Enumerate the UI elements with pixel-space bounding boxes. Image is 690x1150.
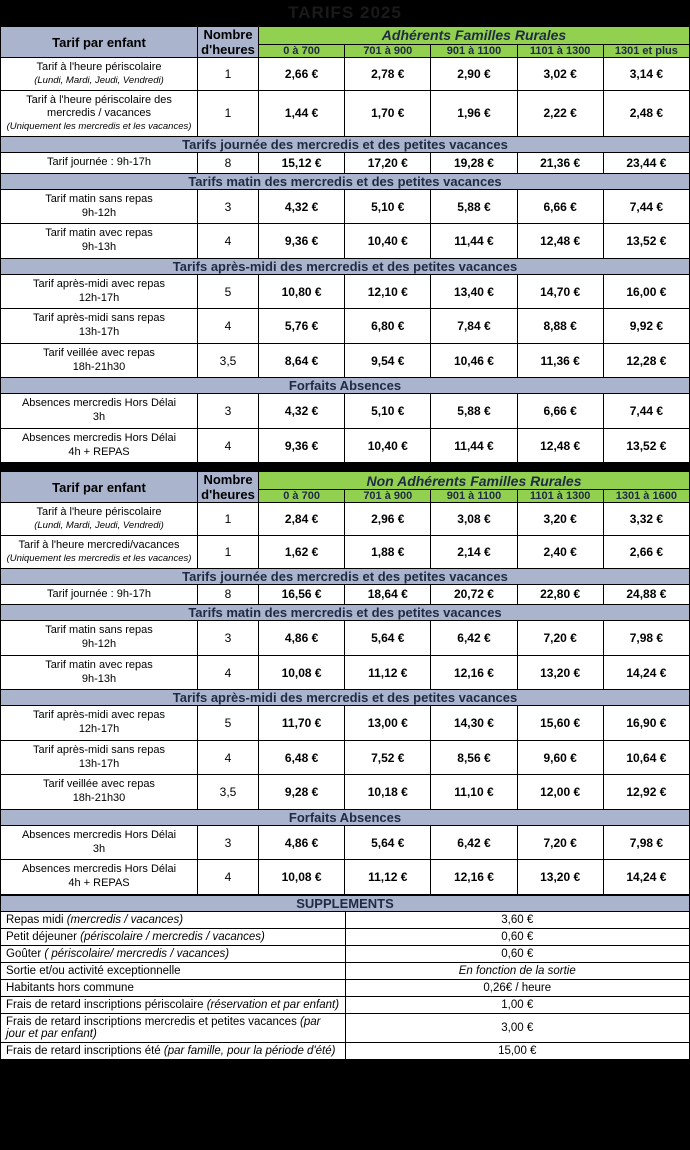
- row-value: 10,40 €: [345, 428, 431, 463]
- supplement-label-main: Petit déjeuner: [6, 930, 81, 943]
- row-label-sub: 9h-12h: [81, 638, 117, 650]
- table-row: [1, 309, 690, 344]
- row-label-main: Tarif matin sans repas: [45, 192, 153, 205]
- row-value: 10,08 €: [259, 860, 345, 895]
- section-title: Tarifs matin des mercredis et des petites vacances: [1, 173, 690, 189]
- row-value: 7,44 €: [603, 189, 689, 224]
- section-header: [1, 378, 690, 394]
- row-value: 10,46 €: [431, 343, 517, 378]
- table-row: [1, 1013, 690, 1042]
- row-value: 12,92 €: [603, 775, 689, 810]
- row-hours: 4: [198, 740, 259, 775]
- row-label-main: Tarif matin avec repas: [45, 227, 153, 240]
- supplement-label-main: Sortie et/ou activité exceptionnelle: [6, 964, 181, 977]
- row-hours: 4: [198, 309, 259, 344]
- row-hours: 3: [198, 621, 259, 656]
- table-row: [1, 825, 690, 860]
- row-value: 1,44 €: [259, 90, 345, 136]
- column-header-hours: [198, 472, 259, 503]
- row-value: 6,80 €: [345, 309, 431, 344]
- table-row: [1, 1042, 690, 1059]
- section-title: Tarifs après-midi des mercredis et des petites vacances: [1, 690, 690, 706]
- row-label: [1, 655, 198, 690]
- row-hours: 1: [198, 503, 259, 536]
- table-row: [1, 996, 690, 1013]
- row-value: 3,02 €: [517, 58, 603, 91]
- row-value: 1,70 €: [345, 90, 431, 136]
- row-label-main: Tarif après-midi sans repas: [32, 312, 166, 325]
- bracket-header: 1301 à 1600: [603, 489, 689, 502]
- row-value: 11,44 €: [431, 224, 517, 259]
- hours-header-line1: Nombre: [203, 472, 253, 488]
- section-header: [1, 809, 690, 825]
- row-value: 8,88 €: [517, 309, 603, 344]
- row-label-main: Tarif à l'heure mercredi/vacances: [18, 538, 180, 551]
- row-value: 22,80 €: [517, 584, 603, 605]
- bracket-header: 701 à 900: [345, 489, 431, 502]
- row-label-main: Tarif après-midi avec repas: [32, 709, 166, 722]
- adherents-header-row: [1, 27, 690, 45]
- row-label-sub: 13h-17h: [78, 326, 120, 338]
- row-value: 11,12 €: [345, 860, 431, 895]
- row-label-main: Tarif après-midi avec repas: [32, 277, 166, 290]
- row-label-main: Tarif à l'heure périscolaire des mercredis / vacances: [26, 93, 172, 120]
- row-value: 13,20 €: [517, 860, 603, 895]
- bracket-header: 1301 et plus: [603, 44, 689, 57]
- row-value: 3,20 €: [517, 503, 603, 536]
- row-value: 5,64 €: [345, 621, 431, 656]
- row-label-sub: 4h + REPAS: [68, 445, 130, 458]
- supplement-label: [1, 928, 346, 945]
- row-value: 11,10 €: [431, 775, 517, 810]
- row-label: [1, 775, 198, 810]
- row-value: 13,20 €: [517, 655, 603, 690]
- row-value: 15,12 €: [259, 153, 345, 174]
- row-value: 2,66 €: [259, 58, 345, 91]
- supplement-value: 1,00 €: [345, 996, 690, 1013]
- supplement-label: [1, 911, 346, 928]
- section-title: Tarifs matin des mercredis et des petites vacances: [1, 605, 690, 621]
- row-label-sub: 9h-13h: [81, 672, 117, 685]
- row-label-sub: 18h-21h30: [72, 792, 126, 804]
- section-header: [1, 690, 690, 706]
- supplement-value: 0,26€ / heure: [345, 979, 690, 996]
- row-value: 11,12 €: [345, 655, 431, 690]
- row-value: 9,36 €: [259, 428, 345, 463]
- row-hours: 4: [198, 655, 259, 690]
- row-label-sub: 13h-17h: [78, 757, 120, 770]
- section-header: [1, 137, 690, 153]
- row-hours: 1: [198, 535, 259, 568]
- row-value: 5,88 €: [431, 189, 517, 224]
- row-hours: 1: [198, 58, 259, 91]
- row-value: 23,44 €: [603, 153, 689, 174]
- row-label-main: Tarif veillée avec repas: [43, 778, 155, 791]
- row-value: 5,64 €: [345, 825, 431, 860]
- column-header-label: Tarif par enfant: [1, 472, 198, 503]
- table-row: [1, 503, 690, 536]
- supplement-label-note: (périscolaire / mercredis / vacances): [80, 930, 265, 943]
- row-hours: 3: [198, 189, 259, 224]
- row-value: 7,98 €: [603, 825, 689, 860]
- row-value: 9,60 €: [517, 740, 603, 775]
- row-value: 3,14 €: [603, 58, 689, 91]
- column-header-hours: [198, 27, 259, 58]
- row-label-main: Absences mercredis Hors Délai: [21, 828, 177, 841]
- row-label-sub: 3h: [92, 842, 106, 855]
- table-row: [1, 621, 690, 656]
- row-value: 11,44 €: [431, 428, 517, 463]
- row-value: 1,88 €: [345, 535, 431, 568]
- supplement-label-main: Frais de retard inscriptions été: [6, 1044, 164, 1057]
- section-header: [1, 605, 690, 621]
- table-row: [1, 979, 690, 996]
- row-label-sub: (Uniquement les mercredis et les vacances): [6, 552, 192, 564]
- table-row: [1, 153, 690, 174]
- bracket-header: 1101 à 1300: [517, 44, 603, 57]
- table-row: [1, 740, 690, 775]
- row-value: 6,66 €: [517, 189, 603, 224]
- row-value: 10,40 €: [345, 224, 431, 259]
- row-label: [1, 90, 198, 136]
- bracket-header: 0 à 700: [259, 489, 345, 502]
- row-value: 6,42 €: [431, 621, 517, 656]
- supplement-label-main: Goûter: [6, 947, 45, 960]
- row-value: 2,14 €: [431, 535, 517, 568]
- adherents-table: [0, 26, 690, 463]
- row-value: 3,32 €: [603, 503, 689, 536]
- supplement-value: 0,60 €: [345, 928, 690, 945]
- row-value: 2,96 €: [345, 503, 431, 536]
- non-adherents-table: [0, 471, 690, 895]
- supplement-label-note: ( périscolaire/ mercredis / vacances): [44, 947, 230, 960]
- row-value: 7,44 €: [603, 394, 689, 429]
- supplement-label: [1, 962, 346, 979]
- row-label: [1, 535, 198, 568]
- row-label: [1, 309, 198, 344]
- row-value: 2,90 €: [431, 58, 517, 91]
- row-label-main: Tarif journée : 9h-17h: [47, 156, 151, 168]
- row-label: [1, 153, 198, 174]
- bracket-header: 901 à 1100: [431, 44, 517, 57]
- row-value: 2,40 €: [517, 535, 603, 568]
- row-label-main: Tarif matin avec repas: [45, 658, 153, 671]
- row-value: 12,48 €: [517, 428, 603, 463]
- row-value: 10,64 €: [603, 740, 689, 775]
- supplements-title: SUPPLEMENTS: [1, 895, 690, 911]
- row-value: 7,20 €: [517, 825, 603, 860]
- row-value: 9,92 €: [603, 309, 689, 344]
- table-row: [1, 860, 690, 895]
- supplement-label-main: Frais de retard inscriptions périscolaire: [6, 998, 207, 1011]
- row-value: 14,30 €: [431, 706, 517, 741]
- row-value: 6,48 €: [259, 740, 345, 775]
- row-value: 15,60 €: [517, 706, 603, 741]
- row-label-sub: 18h-21h30: [72, 360, 126, 373]
- row-label: [1, 584, 198, 605]
- supplement-label: [1, 1013, 346, 1042]
- bracket-header: 901 à 1100: [431, 489, 517, 502]
- row-hours: 4: [198, 860, 259, 895]
- row-value: 5,10 €: [345, 189, 431, 224]
- row-value: 1,96 €: [431, 90, 517, 136]
- supplement-value: 15,00 €: [345, 1042, 690, 1059]
- row-value: 13,00 €: [345, 706, 431, 741]
- row-value: 14,70 €: [517, 274, 603, 309]
- supplement-label: [1, 1042, 346, 1059]
- row-value: 7,84 €: [431, 309, 517, 344]
- row-label: [1, 394, 198, 429]
- row-value: 13,52 €: [603, 428, 689, 463]
- row-value: 5,88 €: [431, 394, 517, 429]
- row-hours: 5: [198, 706, 259, 741]
- row-hours: 3,5: [198, 775, 259, 810]
- row-value: 12,16 €: [431, 655, 517, 690]
- supplement-label: [1, 979, 346, 996]
- bracket-header: 701 à 900: [345, 44, 431, 57]
- row-hours: 8: [198, 584, 259, 605]
- row-value: 10,18 €: [345, 775, 431, 810]
- row-value: 4,86 €: [259, 621, 345, 656]
- row-hours: 4: [198, 224, 259, 259]
- row-value: 16,00 €: [603, 274, 689, 309]
- row-value: 12,16 €: [431, 860, 517, 895]
- row-hours: 3: [198, 394, 259, 429]
- supplement-label-main: Repas midi: [6, 913, 67, 926]
- row-value: 8,64 €: [259, 343, 345, 378]
- table-row: [1, 962, 690, 979]
- section-title: Forfaits Absences: [1, 809, 690, 825]
- supplement-value: En fonction de la sortie: [345, 962, 690, 979]
- row-hours: 4: [198, 428, 259, 463]
- row-label-main: Absences mercredis Hors Délai: [21, 397, 177, 410]
- table-row: [1, 189, 690, 224]
- supplement-label-main: Habitants hors commune: [6, 981, 134, 994]
- page-title: TARIFS 2025: [0, 0, 690, 26]
- row-label: [1, 189, 198, 224]
- row-label-sub: 4h + REPAS: [68, 877, 130, 889]
- row-value: 10,08 €: [259, 655, 345, 690]
- row-value: 5,10 €: [345, 394, 431, 429]
- table-row: [1, 535, 690, 568]
- row-label: [1, 58, 198, 91]
- row-label-sub: 3h: [92, 411, 106, 423]
- row-value: 2,78 €: [345, 58, 431, 91]
- row-value: 14,24 €: [603, 860, 689, 895]
- row-value: 2,22 €: [517, 90, 603, 136]
- row-value: 6,42 €: [431, 825, 517, 860]
- row-label: [1, 825, 198, 860]
- row-value: 4,32 €: [259, 189, 345, 224]
- bracket-header: 1101 à 1300: [517, 489, 603, 502]
- supplement-value: 3,00 €: [345, 1013, 690, 1042]
- row-value: 12,10 €: [345, 274, 431, 309]
- section-title: Tarifs journée des mercredis et des petites vacances: [1, 137, 690, 153]
- row-value: 3,08 €: [431, 503, 517, 536]
- row-value: 5,76 €: [259, 309, 345, 344]
- supplement-label-note: (réservation et par enfant): [206, 998, 340, 1011]
- hours-header-line2: d'heures: [201, 487, 255, 503]
- row-value: 7,20 €: [517, 621, 603, 656]
- row-value: 13,52 €: [603, 224, 689, 259]
- row-label-main: Tarif à l'heure périscolaire: [36, 61, 162, 73]
- row-label: [1, 706, 198, 741]
- table-row: [1, 274, 690, 309]
- table-row: [1, 584, 690, 605]
- row-value: 2,66 €: [603, 535, 689, 568]
- row-hours: 1: [198, 90, 259, 136]
- row-label-sub: 12h-17h: [78, 291, 120, 304]
- row-label-main: Tarif à l'heure périscolaire: [36, 506, 162, 519]
- row-value: 7,98 €: [603, 621, 689, 656]
- section-header: [1, 568, 690, 584]
- supplement-label-note: (mercredis / vacances): [66, 913, 184, 926]
- row-label-sub: 12h-17h: [78, 723, 120, 735]
- row-hours: 8: [198, 153, 259, 174]
- table-row: [1, 343, 690, 378]
- row-value: 6,66 €: [517, 394, 603, 429]
- row-value: 9,54 €: [345, 343, 431, 378]
- row-value: 8,56 €: [431, 740, 517, 775]
- row-label-main: Tarif veillée avec repas: [43, 346, 155, 359]
- table-row: [1, 706, 690, 741]
- section-header: [1, 173, 690, 189]
- supplement-value: 0,60 €: [345, 945, 690, 962]
- row-label: [1, 621, 198, 656]
- supplement-label-note: (par jour et par enfant): [6, 1015, 321, 1040]
- row-value: 16,56 €: [259, 584, 345, 605]
- supplement-label: [1, 996, 346, 1013]
- supplement-label-main: Frais de retard inscriptions mercredis et petites vacances: [6, 1015, 301, 1028]
- section-title: Tarifs après-midi des mercredis et des petites vacances: [1, 258, 690, 274]
- supplement-label: [1, 945, 346, 962]
- non-adherents-header-row: [1, 472, 690, 490]
- row-value: 2,84 €: [259, 503, 345, 536]
- table-row: [1, 945, 690, 962]
- row-value: 13,40 €: [431, 274, 517, 309]
- row-label: [1, 274, 198, 309]
- row-label-sub: (Lundi, Mardi, Jeudi, Vendredi): [34, 520, 164, 531]
- row-value: 2,48 €: [603, 90, 689, 136]
- row-value: 12,00 €: [517, 775, 603, 810]
- row-value: 12,48 €: [517, 224, 603, 259]
- table-row: [1, 394, 690, 429]
- row-value: 18,64 €: [345, 584, 431, 605]
- row-label: [1, 224, 198, 259]
- table-row: [1, 775, 690, 810]
- row-value: 9,36 €: [259, 224, 345, 259]
- row-value: 14,24 €: [603, 655, 689, 690]
- non-adherents-banner: Non Adhérents Familles Rurales: [259, 472, 690, 490]
- row-label-main: Absences mercredis Hors Délai: [21, 863, 177, 876]
- row-label-sub: (Uniquement les mercredis et les vacances): [6, 121, 192, 133]
- row-label-main: Absences mercredis Hors Délai: [21, 431, 177, 444]
- row-label-sub: 9h-12h: [81, 206, 117, 219]
- section-title: Forfaits Absences: [1, 378, 690, 394]
- table-separator: [0, 463, 690, 471]
- row-value: 10,80 €: [259, 274, 345, 309]
- section-header: [1, 258, 690, 274]
- row-hours: 3,5: [198, 343, 259, 378]
- row-hours: 3: [198, 825, 259, 860]
- row-label-main: Tarif journée : 9h-17h: [47, 587, 151, 600]
- row-label-main: Tarif après-midi sans repas: [32, 743, 166, 756]
- row-value: 12,28 €: [603, 343, 689, 378]
- table-row: [1, 428, 690, 463]
- row-value: 1,62 €: [259, 535, 345, 568]
- hours-header-line2: d'heures: [201, 42, 255, 57]
- bracket-header: 0 à 700: [259, 44, 345, 57]
- column-header-label: Tarif par enfant: [1, 27, 198, 58]
- table-row: [1, 911, 690, 928]
- row-value: 24,88 €: [603, 584, 689, 605]
- row-value: 9,28 €: [259, 775, 345, 810]
- table-row: [1, 90, 690, 136]
- adherents-banner: Adhérents Familles Rurales: [259, 27, 690, 45]
- row-value: 16,90 €: [603, 706, 689, 741]
- row-label: [1, 343, 198, 378]
- supplement-value: 3,60 €: [345, 911, 690, 928]
- supplements-header-row: [1, 895, 690, 911]
- section-title: Tarifs journée des mercredis et des petites vacances: [1, 568, 690, 584]
- row-label: [1, 428, 198, 463]
- row-value: 19,28 €: [431, 153, 517, 174]
- row-label: [1, 503, 198, 536]
- row-label-sub: 9h-13h: [81, 241, 117, 253]
- row-label-sub: (Lundi, Mardi, Jeudi, Vendredi): [34, 74, 164, 86]
- supplements-table: [0, 895, 690, 1060]
- row-value: 11,36 €: [517, 343, 603, 378]
- table-row: [1, 58, 690, 91]
- row-value: 20,72 €: [431, 584, 517, 605]
- table-row: [1, 928, 690, 945]
- row-label: [1, 740, 198, 775]
- supplement-label-note: (par famille, pour la période d'été): [163, 1044, 336, 1057]
- row-value: 4,32 €: [259, 394, 345, 429]
- hours-header-line1: Nombre: [203, 27, 253, 42]
- table-row: [1, 224, 690, 259]
- row-value: 7,52 €: [345, 740, 431, 775]
- row-value: 17,20 €: [345, 153, 431, 174]
- row-value: 4,86 €: [259, 825, 345, 860]
- row-hours: 5: [198, 274, 259, 309]
- row-label: [1, 860, 198, 895]
- table-row: [1, 655, 690, 690]
- row-label-main: Tarif matin sans repas: [45, 624, 153, 637]
- row-value: 21,36 €: [517, 153, 603, 174]
- row-value: 11,70 €: [259, 706, 345, 741]
